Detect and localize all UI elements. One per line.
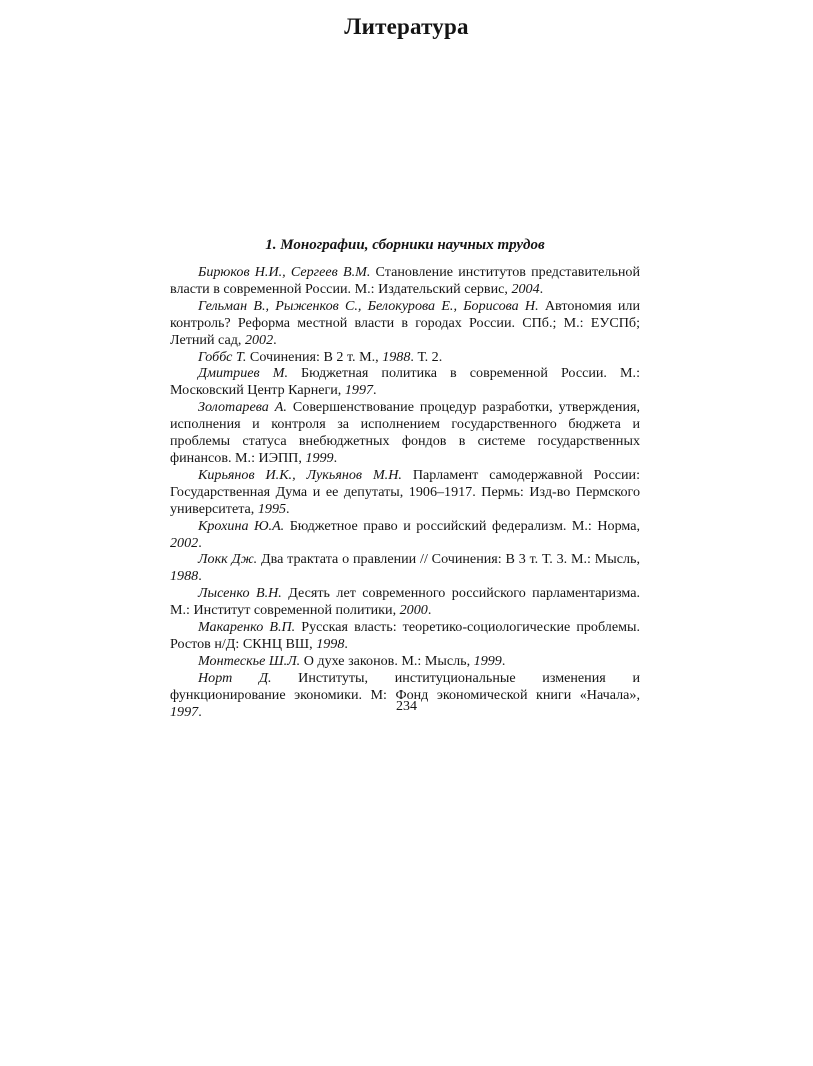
- list-item: [170, 585, 640, 619]
- reference-year: 1999: [305, 449, 334, 466]
- reference-authors: Норт Д.: [198, 669, 272, 686]
- reference-text: Два трактата о правлении // Сочинения: В 3 т. Т. 3. М.: Мысль,: [257, 551, 640, 568]
- reference-tail: .: [344, 635, 348, 652]
- reference-authors: Дмитриев М.: [198, 365, 288, 382]
- reference-authors: Монтескье Ш.Л.: [198, 652, 301, 669]
- reference-text: Автономия или контроль? Реформа местной власти в городах России. СПб.; М.: ЕУСПб; Летний сад,: [170, 297, 640, 348]
- list-item: [170, 349, 640, 366]
- section-heading: 1. Монографии, сборники научных трудов: [265, 237, 545, 253]
- reference-tail: .: [198, 703, 202, 720]
- reference-year: 1998: [316, 635, 345, 652]
- reference-year: 2002: [170, 534, 199, 551]
- reference-tail: .: [198, 534, 202, 551]
- page-number: 234: [396, 699, 417, 714]
- reference-tail: .: [539, 280, 544, 297]
- reference-text: Совершенствование процедур разработки, утверждения, исполнения и контроля за исполнением государственного бюджета и проблемы статуса внебюджетных фондов в системе государственных финансов. М.: ИЭПП,: [170, 399, 640, 466]
- reference-authors: Локк Дж.: [198, 551, 258, 568]
- reference-authors: Лысенко В.Н.: [198, 585, 282, 602]
- reference-year: 1988: [382, 348, 411, 365]
- list-item: [170, 551, 640, 585]
- reference-tail: . Т. 2.: [410, 348, 443, 365]
- reference-authors: Макаренко В.П.: [198, 619, 296, 636]
- reference-text: Бюджетное право и российский федерализм. М.: Норма,: [284, 517, 641, 534]
- reference-authors: Бирюков Н.И., Сергеев В.М.: [198, 264, 371, 280]
- reference-year: 1999: [473, 652, 502, 669]
- reference-year: 2002: [244, 331, 274, 348]
- reference-text: Десять лет современного российского парламентаризма. М.: Институт современной политики,: [170, 585, 640, 619]
- reference-tail: .: [501, 652, 506, 669]
- reference-authors: Кирьянов И.К., Лукьянов М.Н.: [198, 466, 402, 483]
- reference-authors: Золотарева А.: [198, 399, 287, 416]
- reference-text: Институты, институциональные изменения и функционирование экономики. М: Фонд экономической книги «Начала»,: [170, 669, 640, 703]
- reference-text: О духе законов. М.: Мысль,: [300, 652, 474, 669]
- reference-year: 1997: [170, 703, 199, 720]
- reference-tail: .: [273, 331, 277, 348]
- reference-tail: .: [373, 382, 377, 399]
- reference-tail: .: [198, 568, 202, 585]
- list-item: [170, 264, 640, 298]
- reference-tail: .: [427, 602, 432, 619]
- reference-authors: Крохина Ю.А.: [198, 517, 285, 534]
- reference-tail: .: [333, 449, 338, 466]
- page-title: Литература: [344, 14, 469, 39]
- reference-list: [170, 264, 640, 720]
- list-item: [170, 399, 640, 467]
- reference-text: Бюджетная политика в современной России. М.: Московский Центр Карнеги,: [170, 365, 640, 399]
- reference-authors: Гельман В., Рыженков С., Белокурова Е., Борисова Н.: [198, 297, 539, 314]
- reference-year: 2004: [511, 280, 540, 297]
- list-item: [170, 653, 640, 670]
- list-item: [170, 518, 640, 552]
- reference-text: Парламент самодержавной России: Государственная Дума и ее депутаты, 1906–1917. Пермь: Изд-во Пермского университета,: [170, 466, 640, 517]
- reference-tail: .: [286, 500, 290, 517]
- reference-text: Русская власть: теоретико-социологические проблемы. Ростов н/Д: СКНЦ ВШ,: [170, 619, 640, 652]
- reference-year: 1995: [257, 500, 287, 517]
- list-item: [170, 298, 640, 349]
- reference-year: 1988: [170, 568, 199, 585]
- reference-year: 2000: [399, 602, 428, 619]
- list-item: [170, 619, 640, 653]
- reference-year: 1997: [344, 382, 374, 399]
- reference-text: Становление институтов представительной власти в современной России. М.: Издательский сервис,: [170, 264, 640, 297]
- reference-authors: Гоббс Т.: [198, 348, 247, 365]
- list-item: [170, 467, 640, 518]
- list-item: [170, 365, 640, 399]
- reference-text: Сочинения: В 2 т. М.,: [246, 348, 383, 365]
